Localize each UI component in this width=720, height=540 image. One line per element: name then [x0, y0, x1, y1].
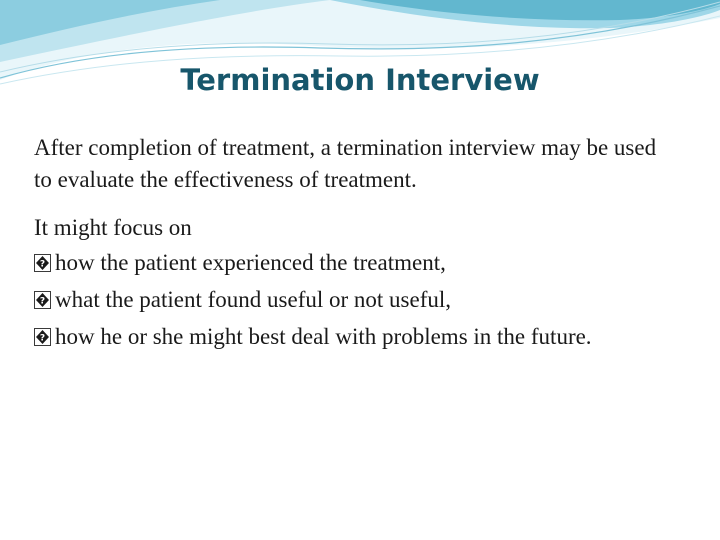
- svg-text:?: ?: [39, 259, 46, 270]
- svg-text:?: ?: [39, 296, 46, 307]
- list-item: [34, 318, 674, 355]
- slide-title: Termination Interview: [180, 63, 540, 97]
- replacement-character-icon: [34, 328, 51, 346]
- list-item: [34, 281, 674, 318]
- slide-body: [34, 132, 674, 355]
- list-item: [34, 244, 674, 281]
- bullet-text: how he or she might best deal with problems in the future.: [55, 324, 592, 349]
- bullet-text: what the patient found useful or not useful,: [55, 287, 452, 312]
- replacement-character-icon: [34, 254, 51, 272]
- lead-text: It might focus on: [34, 215, 192, 240]
- replacement-character-icon: [34, 291, 51, 309]
- bullet-text: how the patient experienced the treatment,: [55, 250, 446, 275]
- bullet-list: [34, 244, 674, 355]
- svg-text:?: ?: [39, 333, 46, 344]
- intro-paragraph: After completion of treatment, a termination interview may be used to evaluate the effectiveness of treatment.: [34, 135, 657, 192]
